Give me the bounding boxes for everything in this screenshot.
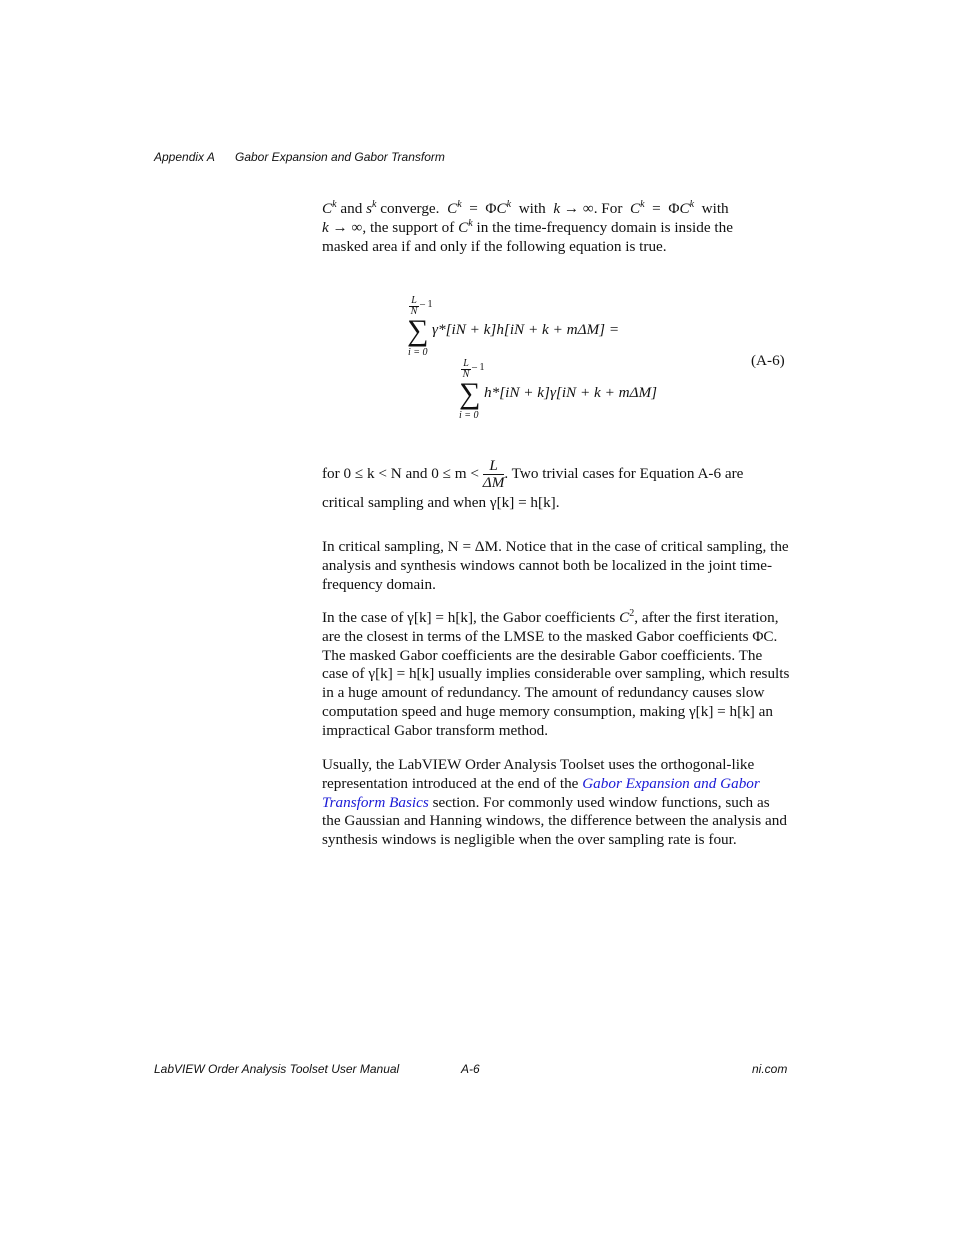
eq1-upper-limit: – 1	[420, 299, 433, 310]
paragraph-critical-sampling: In critical sampling, N = ΔM. Notice that in the case of critical sampling, the analysis and synthesis windows cannot both be localized in the joint time-frequency domain.	[322, 538, 789, 593]
footer-site-link[interactable]: ni.com	[752, 1062, 788, 1076]
eq1-lower-limit: i = 0	[408, 347, 428, 358]
equation-number: (A-6)	[751, 352, 785, 369]
condition-line-2: critical sampling and when γ[k] = h[k].	[322, 494, 560, 511]
gabor-basics-link[interactable]: Gabor Expansion and Gabor Transform Basics	[322, 774, 760, 811]
intro-line-1: $C^k$ and $s^k$ converge. $C^k = \Phi C^k$ with k → ∞. For $C^k = \Phi C^k$ with	[322, 199, 729, 217]
eq2-upper-fraction: $\frac{L}{N}$	[462, 358, 470, 380]
eq1-upper-fraction: $\frac{L}{N}$	[410, 295, 418, 317]
footer-manual-title: LabVIEW Order Analysis Toolset User Manual	[154, 1062, 400, 1076]
eq1-sum-symbol: ∑	[407, 314, 429, 347]
condition-fraction: $\frac{L}{\Delta M}$	[482, 457, 505, 491]
condition-line-1: for 0 ≤ k < N and 0 ≤ m < $\frac{L}{\Delta M}$ . Two trivial cases for Equation A-6 are	[322, 457, 744, 491]
eq1-expression: γ*[iN + k]h[iN + k + mΔM] =	[432, 321, 620, 338]
intro-line-2: k → ∞, the support of $C^k$ in the time-frequency domain is inside the	[322, 218, 733, 236]
intro-line-3: masked area if and only if the following equation is true.	[322, 238, 667, 255]
eq2-expression: h*[iN + k]γ[iN + k + mΔM]	[484, 384, 658, 401]
running-header-appendix: Appendix A	[154, 150, 215, 164]
eq2-sum-symbol: ∑	[459, 377, 481, 410]
running-header-section: Gabor Expansion and Gabor Transform	[235, 150, 445, 164]
paragraph-usually: Usually, the LabVIEW Order Analysis Toolset uses the orthogonal-like representation introduced at the end of the Gabor Expansion and Gabor Transform Basics section. For commonly used window functions, such as the Gaussian and Hanning windows, the difference between the analysis and synthesis windows is negligible when the over sampling rate is four.	[322, 756, 787, 849]
paragraph-case-equal-windows: In the case of γ[k] = h[k], the Gabor coefficients $C^2$, after the first iteration, are the closest in terms of the LMSE to the masked Gabor coefficients ΦC. The masked Gabor coefficients are the desirable Gabor coefficients. The case of γ[k] = h[k] usually implies considerable over sampling, which results in a huge amount of redundancy. The amount of redundancy causes slow computation speed and huge memory consumption, making γ[k] = h[k] an impractical Gabor transform method.	[322, 608, 790, 739]
eq2-upper-limit: – 1	[472, 362, 485, 373]
footer-page-number: A-6	[461, 1062, 480, 1076]
eq2-lower-limit: i = 0	[459, 410, 479, 421]
